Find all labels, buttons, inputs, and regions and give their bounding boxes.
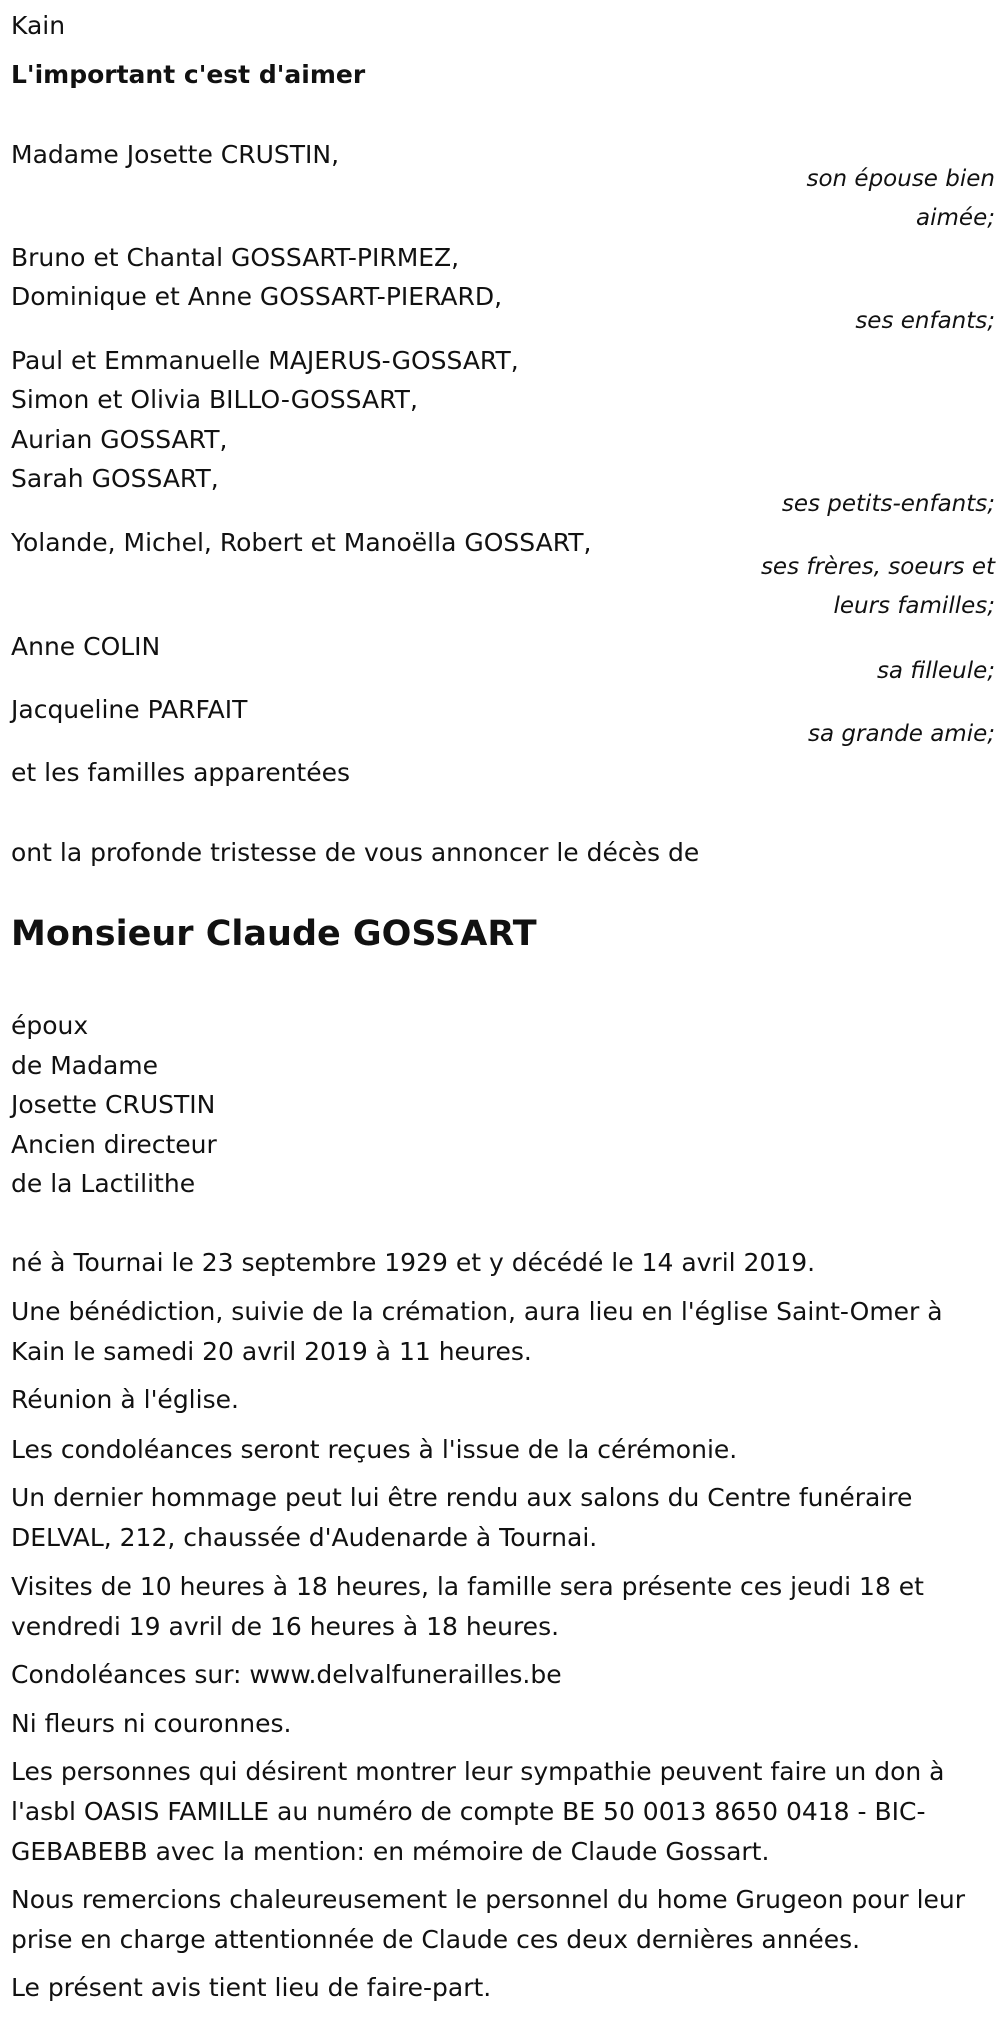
grandchild-name: Aurian GOSSART, [11, 425, 228, 454]
spouse-name: Madame Josette CRUSTIN, [11, 140, 340, 169]
announcement: ont la profonde tristesse de vous annoncer le décès de [11, 838, 700, 867]
grandchildren-role: ses petits-enfants; [781, 491, 995, 517]
grandchild-name: Paul et Emmanuelle MAJERUS-GOSSART, [11, 346, 519, 375]
thanks-paragraph: Nous remercions chaleureusement le personnel du home Grugeon pour leur prise en charge attentionnée de Claude ces deux dernières années. [11, 1885, 966, 1954]
no-flowers-paragraph: Ni fleurs ni couronnes. [11, 1709, 292, 1738]
siblings-role-line1: ses frères, soeurs et [760, 554, 995, 580]
deceased-detail: époux [11, 1011, 89, 1040]
deceased-detail: Josette CRUSTIN [11, 1090, 216, 1119]
donation-paragraph: Les personnes qui désirent montrer leur sympathie peuvent faire un don à l'asbl OASIS FAMILLE au numéro de compte BE 50 0013 8650 0418 - BIC- GEBABEBB avec la mention: en mémoire de Claude Gossart. [11, 1757, 945, 1866]
related-families: et les familles apparentées [11, 758, 351, 787]
condolences-paragraph: Les condoléances seront reçues à l'issue de la cérémonie. [11, 1435, 738, 1464]
motto: L'important c'est d'aimer [11, 60, 366, 89]
grandchild-name: Sarah GOSSART, [11, 464, 219, 493]
ceremony-paragraph: Une bénédiction, suivie de la crémation, aura lieu en l'église Saint-Omer à Kain le samedi 20 avril 2019 à 11 heures. [11, 1297, 943, 1366]
spouse-role-line2: aimée; [916, 205, 995, 231]
friend-role: sa grande amie; [808, 721, 995, 747]
tribute-paragraph: Un dernier hommage peut lui être rendu aux salons du Centre funéraire DELVAL, 212, chaussée d'Audenarde à Tournai. [11, 1483, 913, 1552]
friend-name: Jacqueline PARFAIT [11, 695, 248, 724]
siblings-names: Yolande, Michel, Robert et Manoëlla GOSSART, [11, 528, 592, 557]
spouse-role-line1: son épouse bien [806, 166, 995, 192]
city: Kain [11, 11, 66, 40]
children-role: ses enfants; [855, 308, 995, 334]
deceased-detail: de Madame [11, 1051, 159, 1080]
grandchild-name: Simon et Olivia BILLO-GOSSART, [11, 385, 418, 414]
siblings-role-line2: leurs familles; [833, 593, 995, 619]
goddaughter-role: sa filleule; [876, 658, 995, 684]
notice-paragraph: Le présent avis tient lieu de faire-part. [11, 1973, 492, 2002]
online-condolences-paragraph: Condoléances sur: www.delvalfunerailles.be [11, 1660, 562, 1689]
birth-death-paragraph: né à Tournai le 23 septembre 1929 et y décédé le 14 avril 2019. [11, 1248, 816, 1277]
deceased-name: Monsieur Claude GOSSART [11, 914, 537, 954]
deceased-detail: de la Lactilithe [11, 1169, 196, 1198]
meeting-paragraph: Réunion à l'église. [11, 1385, 239, 1414]
visits-paragraph: Visites de 10 heures à 18 heures, la famille sera présente ces jeudi 18 et vendredi 19 avril de 16 heures à 18 heures. [11, 1572, 924, 1641]
child-name: Bruno et Chantal GOSSART-PIRMEZ, [11, 243, 460, 272]
goddaughter-name: Anne COLIN [11, 632, 161, 661]
child-name: Dominique et Anne GOSSART-PIERARD, [11, 282, 503, 311]
deceased-detail: Ancien directeur [11, 1130, 217, 1159]
